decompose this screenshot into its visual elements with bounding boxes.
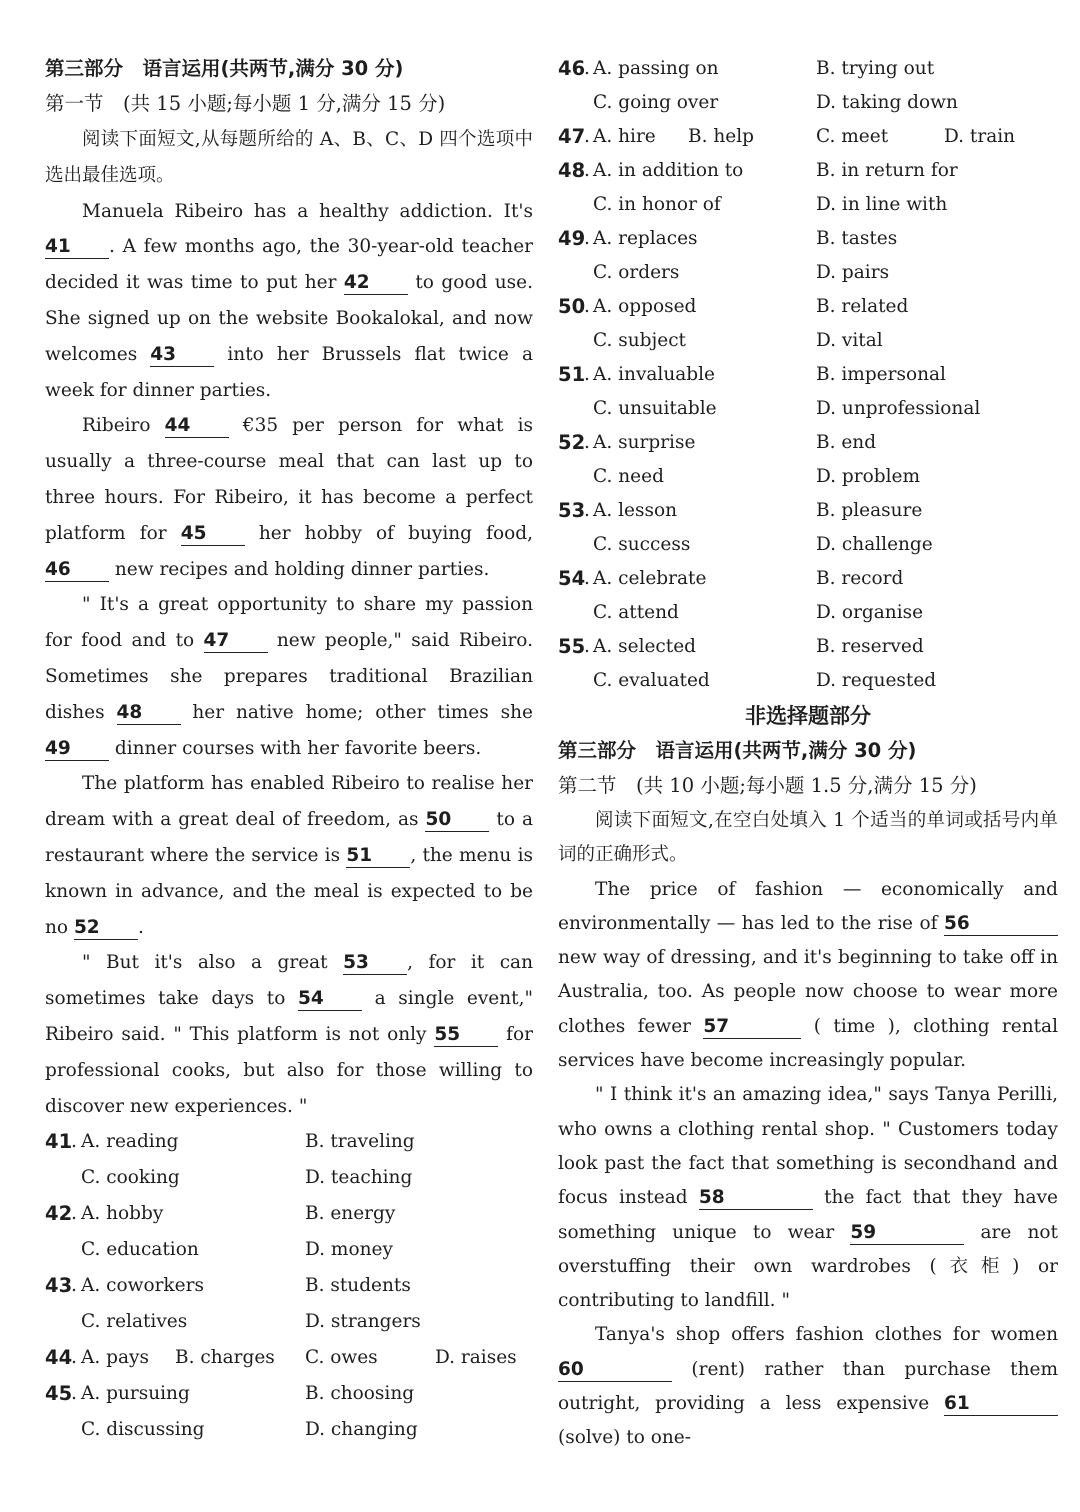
option-a[interactable]: A. lesson	[593, 500, 678, 521]
option-d[interactable]: D. teaching	[305, 1167, 413, 1189]
option-a[interactable]: A. celebrate	[593, 568, 707, 589]
option-b[interactable]: B. trying out	[816, 58, 935, 79]
passage-paragraph: The platform has enabled Ribeiro to realise her dream with a great deal of freedom, as 50 to a restaurant where the service is 51 , the menu is known in advance, and the meal is expected to be no 52 .	[45, 773, 533, 938]
option-c[interactable]: C. meet	[816, 126, 889, 147]
option-b[interactable]: B. choosing	[305, 1383, 415, 1405]
option-a[interactable]: A. passing on	[593, 58, 719, 79]
blank-45[interactable]: 45	[181, 523, 245, 546]
passage-paragraph: Tanya's shop offers fashion clothes for women 60 (rent) rather than purchase them outright, providing a less expensive 61 (solve) to one-	[558, 1324, 1058, 1449]
option-d[interactable]: D. pairs	[816, 262, 890, 283]
question-number: 48	[558, 159, 586, 182]
option-d[interactable]: D. train	[944, 126, 1016, 147]
question-list	[558, 52, 1058, 698]
option-c[interactable]: C. relatives	[81, 1311, 188, 1333]
option-a[interactable]: A. hobby	[81, 1203, 164, 1225]
option-a[interactable]: A. surprise	[593, 432, 696, 453]
question-row: 50 . A. opposed B. related	[558, 290, 1058, 324]
option-d[interactable]: D. in line with	[816, 194, 948, 215]
option-a[interactable]: A. hire	[593, 126, 656, 147]
option-c[interactable]: C. subject	[593, 330, 686, 351]
option-d[interactable]: D. taking down	[816, 92, 958, 113]
blank-60[interactable]: 60	[558, 1359, 672, 1382]
option-c[interactable]: C. unsuitable	[593, 398, 717, 419]
section-subheading: 第二节 (共 10 小题;每小题 1.5 分,满分 15 分)	[558, 774, 977, 797]
option-a[interactable]: A. invaluable	[593, 364, 716, 385]
option-a[interactable]: A. pursuing	[81, 1383, 190, 1405]
passage-paragraph: " It's a great opportunity to share my passion for food and to 47 new people," said Ribeiro. Sometimes she prepares traditional Brazilian dishes 48 her native home; other times she 49 dinner courses with her favorite beers.	[45, 594, 533, 759]
question-row	[558, 188, 1058, 222]
section-heading: 第三部分 语言运用(共两节,满分 30 分)	[558, 739, 917, 762]
instruction-text: 阅读下面短文,从每题所给的 A、B、C、D 四个选项中选出最佳选项。	[45, 129, 533, 186]
blank-42[interactable]: 42	[344, 272, 408, 295]
question-row: 44 . A. pays B. charges C. owes D. raises	[45, 1340, 533, 1376]
question-number: 42	[45, 1202, 73, 1226]
blank-58[interactable]: 58	[699, 1187, 813, 1210]
question-row: 41 . A. reading B. traveling	[45, 1124, 533, 1160]
option-d[interactable]: D. organise	[816, 602, 924, 623]
question-number: 41	[45, 1130, 73, 1154]
question-row: 47 . A. hire B. help C. meet D. train	[558, 120, 1058, 154]
blank-59[interactable]: 59	[850, 1222, 964, 1245]
question-number: 44	[45, 1346, 73, 1370]
option-b[interactable]: B. students	[305, 1275, 411, 1297]
option-c[interactable]: C. evaluated	[593, 670, 710, 691]
option-c[interactable]: C. going over	[593, 92, 719, 113]
blank-49[interactable]: 49	[45, 738, 109, 761]
blank-61[interactable]: 61	[944, 1393, 1058, 1416]
question-number: 54	[558, 567, 586, 590]
option-a[interactable]: A. pays	[81, 1347, 149, 1369]
option-c[interactable]: C. discussing	[81, 1419, 205, 1441]
question-row	[558, 392, 1058, 426]
option-b[interactable]: B. charges	[175, 1347, 275, 1369]
passage-paragraph: " But it's also a great 53 , for it can sometimes take days to 54 a single event," Ribeiro said. " This platform is not only 55 for professional cooks, but also for those willing to discover new experiences. "	[45, 952, 534, 1117]
left-column	[45, 52, 533, 1448]
question-row: 45 . A. pursuing B. choosing	[45, 1376, 533, 1412]
option-c[interactable]: C. owes	[305, 1347, 378, 1369]
option-a[interactable]: A. replaces	[593, 228, 698, 249]
passage-paragraph: " I think it's an amazing idea," says Tanya Perilli, who owns a clothing rental shop. " Customers today look past the fact that something is secondhand and focus instead 58 the fact that they have something unique to wear 59 are not overstuffing their own wardrobes (衣柜) or contributing to landfill. "	[558, 1084, 1058, 1312]
blank-55[interactable]: 55	[434, 1024, 498, 1047]
blank-53[interactable]: 53	[343, 952, 407, 975]
question-row	[558, 86, 1058, 120]
blank-41[interactable]: 41	[45, 236, 109, 259]
option-d[interactable]: D. challenge	[816, 534, 933, 555]
option-a[interactable]: A. reading	[81, 1131, 179, 1153]
question-row: 43 . A. coworkers B. students	[45, 1268, 533, 1304]
question-row	[558, 460, 1058, 494]
part-title: 非选择题部分	[745, 704, 871, 728]
question-row	[558, 324, 1058, 358]
blank-56[interactable]: 56	[944, 913, 1058, 936]
blank-52[interactable]: 52	[74, 917, 138, 940]
option-b[interactable]: B. tastes	[816, 228, 898, 249]
blank-46[interactable]: 46	[45, 559, 109, 582]
option-c[interactable]: C. attend	[593, 602, 679, 623]
option-d[interactable]: D. vital	[816, 330, 883, 351]
option-d[interactable]: D. raises	[435, 1347, 517, 1369]
question-number: 46	[558, 57, 586, 80]
question-row: 53 . A. lesson B. pleasure	[558, 494, 1058, 528]
section-subheading: 第一节 (共 15 小题;每小题 1 分,满分 15 分)	[45, 92, 446, 115]
option-c[interactable]: C. success	[593, 534, 691, 555]
option-c[interactable]: C. cooking	[81, 1167, 180, 1189]
question-number: 53	[558, 499, 586, 522]
question-number: 52	[558, 431, 586, 454]
option-a[interactable]: A. in addition to	[593, 160, 744, 181]
question-row: 55 . A. selected B. reserved	[558, 630, 1058, 664]
option-b[interactable]: B. traveling	[305, 1131, 415, 1153]
passage-paragraph: The price of fashion — economically and environmentally — has led to the rise of 56 new way of dressing, and it's beginning to take off in Australia, too. As people now choose to wear more clothes fewer 57 ( time ), clothing rental services have become increasingly popular.	[558, 878, 1059, 1072]
option-d[interactable]: D. strangers	[305, 1311, 421, 1333]
blank-57[interactable]: 57	[703, 1016, 801, 1039]
option-b[interactable]: B. in return for	[816, 160, 958, 181]
option-a[interactable]: A. selected	[593, 636, 697, 657]
question-row: 51 . A. invaluable B. impersonal	[558, 358, 1058, 392]
option-a[interactable]: A. coworkers	[81, 1275, 204, 1297]
option-d[interactable]: D. requested	[816, 670, 937, 691]
option-b[interactable]: B. reserved	[816, 636, 924, 657]
question-row: 54 . A. celebrate B. record	[558, 562, 1058, 596]
option-b[interactable]: B. record	[816, 568, 904, 589]
question-row: 46 . A. passing on B. trying out	[558, 52, 1058, 86]
passage-paragraph: Manuela Ribeiro has a healthy addiction. It's 41 . A few months ago, the 30-year-old teacher decided it was time to put her 42 to good use. She signed up on the website Bookalokal, and now welcomes 43 into her Brussels flat twice a week for dinner parties.	[45, 200, 533, 401]
question-row	[45, 1412, 533, 1448]
option-d[interactable]: D. unprofessional	[816, 398, 981, 419]
question-number: 49	[558, 227, 586, 250]
passage-paragraph: Ribeiro 44 €35 per person for what is usually a three-course meal that can last up to three hours. For Ribeiro, it has become a perfect platform for 45 her hobby of buying food, 46 new recipes and holding dinner parties.	[45, 415, 533, 580]
question-number: 43	[45, 1274, 73, 1298]
option-c[interactable]: C. need	[593, 466, 664, 487]
question-row	[558, 664, 1058, 698]
option-b[interactable]: B. pleasure	[816, 500, 923, 521]
option-b[interactable]: B. related	[816, 296, 909, 317]
question-list	[45, 1124, 533, 1448]
blank-50[interactable]: 50	[425, 809, 489, 832]
option-c[interactable]: C. in honor of	[593, 194, 721, 215]
option-c[interactable]: C. orders	[593, 262, 680, 283]
blank-48[interactable]: 48	[117, 702, 181, 725]
question-row	[558, 256, 1058, 290]
question-row	[558, 596, 1058, 630]
question-number: 50	[558, 295, 586, 318]
blank-54[interactable]: 54	[298, 988, 362, 1011]
option-d[interactable]: D. problem	[816, 466, 921, 487]
option-d[interactable]: D. money	[305, 1239, 393, 1261]
blank-44[interactable]: 44	[165, 415, 229, 438]
question-row: 49 . A. replaces B. tastes	[558, 222, 1058, 256]
option-b[interactable]: B. impersonal	[816, 364, 946, 385]
option-b[interactable]: B. end	[816, 432, 877, 453]
blank-47[interactable]: 47	[204, 630, 268, 653]
question-number: 51	[558, 363, 586, 386]
question-row: 52 . A. surprise B. end	[558, 426, 1058, 460]
right-column	[558, 52, 1058, 1456]
question-row: 48 . A. in addition to B. in return for	[558, 154, 1058, 188]
question-row	[45, 1160, 533, 1196]
blank-51[interactable]: 51	[346, 845, 410, 868]
question-row	[45, 1304, 533, 1340]
question-number: 55	[558, 635, 586, 658]
blank-43[interactable]: 43	[150, 344, 214, 367]
option-b[interactable]: B. help	[688, 126, 754, 147]
question-row: 42 . A. hobby B. energy	[45, 1196, 533, 1232]
section-heading: 第三部分 语言运用(共两节,满分 30 分)	[45, 57, 404, 80]
option-b[interactable]: B. energy	[305, 1203, 396, 1225]
question-number: 45	[45, 1382, 73, 1406]
option-d[interactable]: D. changing	[305, 1419, 418, 1441]
instruction-text: 阅读下面短文,在空白处填入 1 个适当的单词或括号内单词的正确形式。	[558, 810, 1058, 866]
question-number: 47	[558, 125, 586, 148]
question-row	[45, 1232, 533, 1268]
question-row	[558, 528, 1058, 562]
option-c[interactable]: C. education	[81, 1239, 199, 1261]
option-a[interactable]: A. opposed	[593, 296, 697, 317]
